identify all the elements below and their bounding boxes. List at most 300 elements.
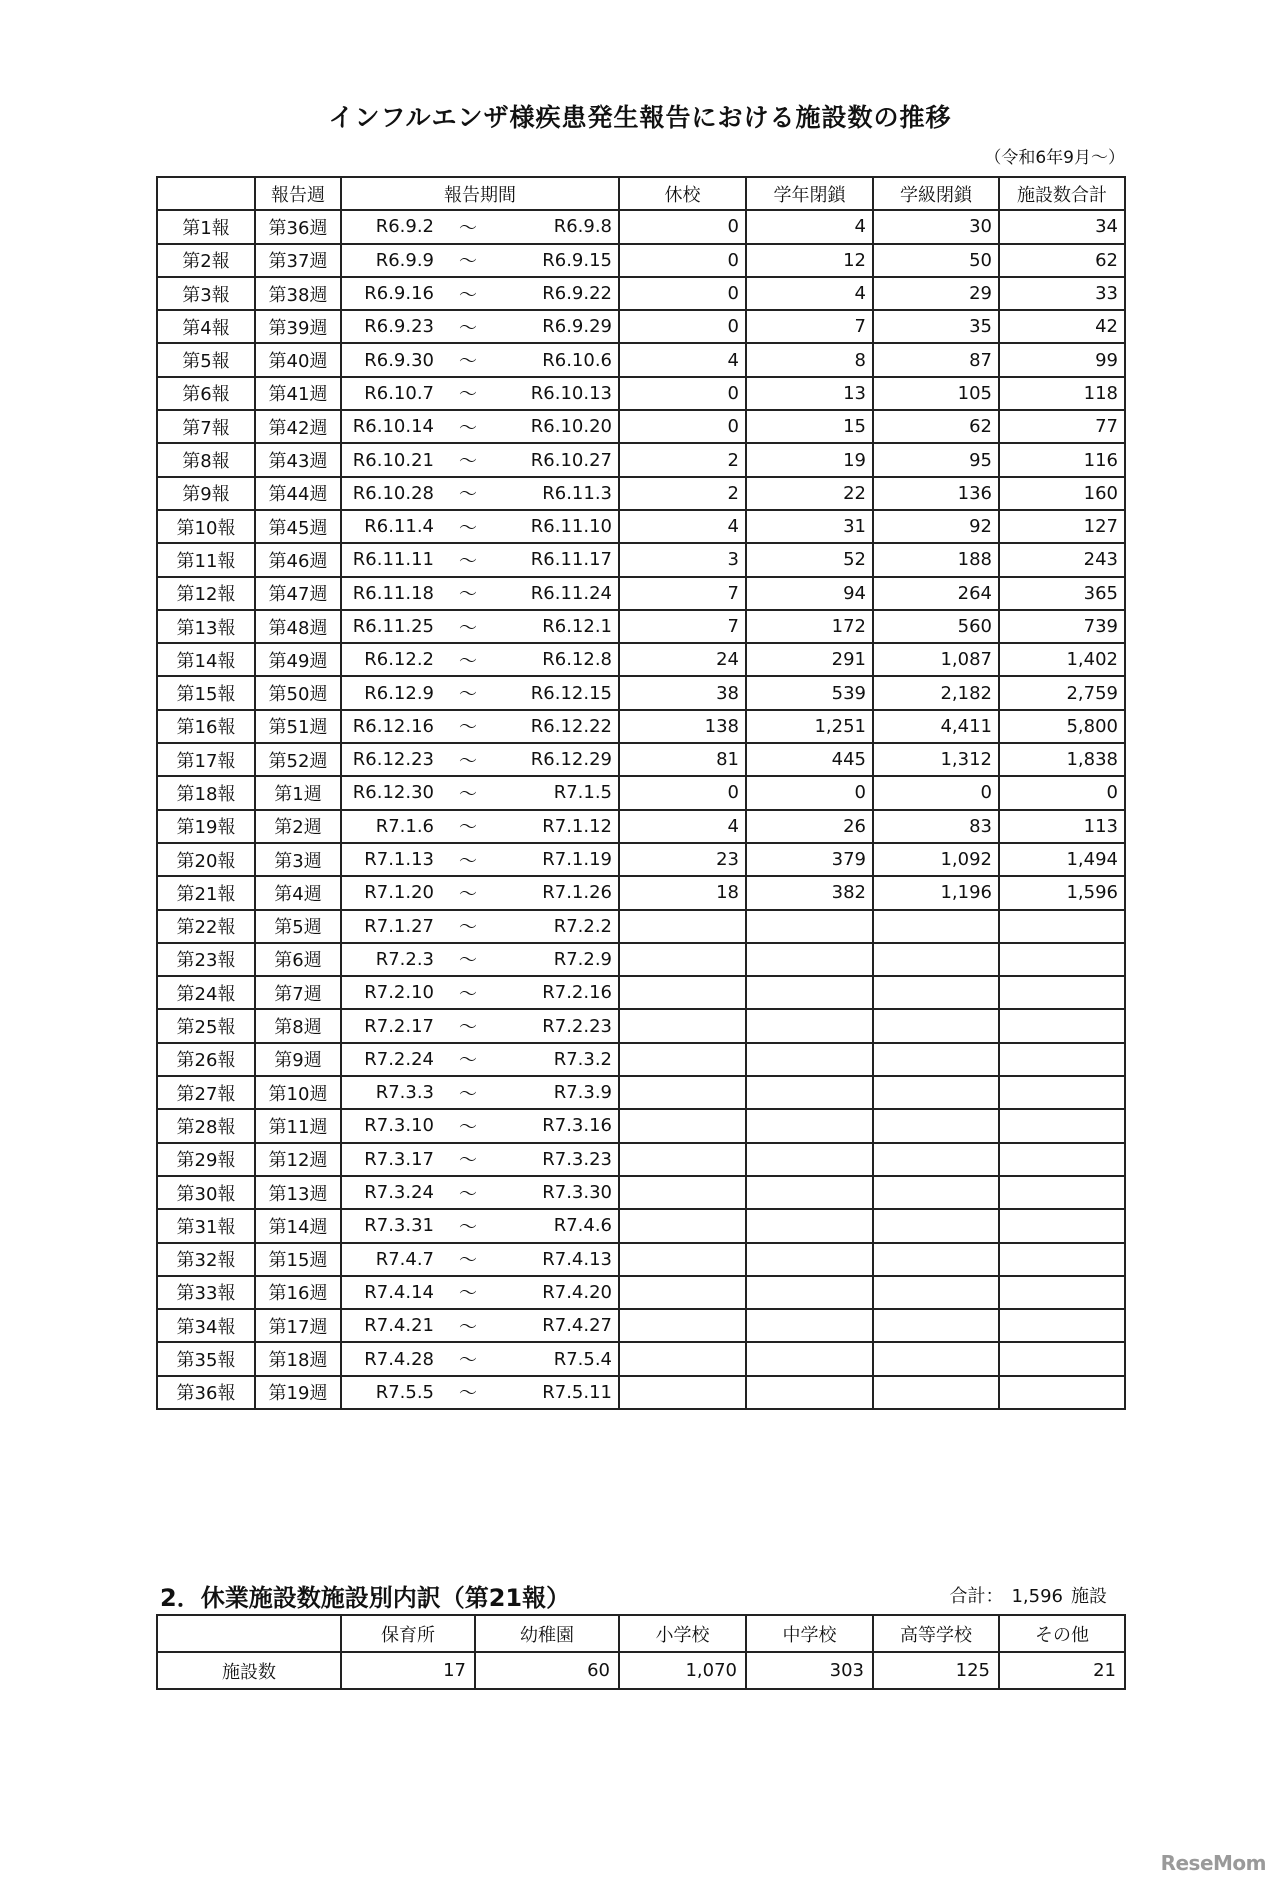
period-from: R6.12.9 [364, 682, 434, 704]
school-closure-count: 0 [619, 277, 746, 310]
period-tilde: ～ [459, 417, 477, 439]
class-closure-count [873, 943, 999, 976]
report-week: 第9週 [255, 1043, 341, 1076]
report-number: 第20報 [157, 843, 255, 876]
facility-total-count: 1,494 [999, 843, 1125, 876]
facility-total-count [999, 1276, 1125, 1309]
period-tilde: ～ [459, 584, 477, 606]
report-period [341, 577, 619, 610]
school-closure-count [619, 1009, 746, 1042]
header-school-closure: 休校 [619, 177, 746, 210]
class-closure-count [873, 1143, 999, 1176]
report-week: 第51週 [255, 710, 341, 743]
class-closure-count [873, 1109, 999, 1142]
report-number: 第2報 [157, 244, 255, 277]
period-tilde: ～ [459, 484, 477, 506]
class-closure-count [873, 1043, 999, 1076]
report-period [341, 876, 619, 909]
report-number: 第13報 [157, 610, 255, 643]
report-number: 第5報 [157, 343, 255, 376]
report-number: 第22報 [157, 910, 255, 943]
period-from: R7.1.27 [364, 915, 434, 937]
period-to: R6.9.8 [553, 216, 612, 238]
grade-closure-count: 13 [746, 377, 873, 410]
facility-total-count: 127 [999, 510, 1125, 543]
breakdown-header-junior-high: 中学校 [746, 1615, 873, 1652]
school-closure-count: 24 [619, 643, 746, 676]
grade-closure-count: 291 [746, 643, 873, 676]
breakdown-header-nursery: 保育所 [341, 1615, 475, 1652]
class-closure-count: 30 [873, 210, 999, 243]
report-period [341, 1209, 619, 1242]
class-closure-count: 29 [873, 277, 999, 310]
breakdown-row-label: 施設数 [157, 1652, 341, 1689]
report-period [341, 443, 619, 476]
table-row [157, 1342, 1125, 1375]
period-from: R6.10.28 [352, 482, 434, 504]
period-from: R7.3.24 [364, 1182, 434, 1204]
class-closure-count: 1,092 [873, 843, 999, 876]
period-to: R7.2.9 [553, 948, 612, 970]
report-period [341, 1076, 619, 1109]
period-to: R6.9.22 [542, 283, 612, 305]
facility-total-count: 116 [999, 443, 1125, 476]
school-closure-count [619, 1209, 746, 1242]
table-row [157, 377, 1125, 410]
resemom-logo: ReseMom [1160, 1851, 1266, 1875]
period-tilde: ～ [459, 883, 477, 905]
period-to: R6.12.15 [530, 682, 612, 704]
report-week: 第39週 [255, 310, 341, 343]
school-closure-count: 23 [619, 843, 746, 876]
table-row [157, 643, 1125, 676]
report-number: 第26報 [157, 1043, 255, 1076]
report-week: 第5週 [255, 910, 341, 943]
period-tilde: ～ [459, 783, 477, 805]
school-closure-count: 0 [619, 410, 746, 443]
period-from: R6.9.16 [364, 283, 434, 305]
facility-total-count [999, 1243, 1125, 1276]
class-closure-count [873, 1376, 999, 1409]
period-from: R6.12.30 [352, 782, 434, 804]
report-week: 第44週 [255, 477, 341, 510]
period-to: R7.3.9 [553, 1082, 612, 1104]
period-tilde: ～ [459, 1383, 477, 1405]
school-closure-count: 18 [619, 876, 746, 909]
table-row [157, 1043, 1125, 1076]
period-to: R6.10.13 [530, 382, 612, 404]
period-to: R6.10.6 [542, 349, 612, 371]
school-closure-count: 38 [619, 676, 746, 709]
header-report-week: 報告週 [255, 177, 341, 210]
period-to: R6.10.27 [530, 449, 612, 471]
grade-closure-count [746, 1043, 873, 1076]
facility-breakdown-table [156, 1614, 1126, 1690]
report-number: 第17報 [157, 743, 255, 776]
period-tilde: ～ [459, 1183, 477, 1205]
report-number: 第9報 [157, 477, 255, 510]
period-tilde: ～ [459, 1283, 477, 1305]
report-week: 第43週 [255, 443, 341, 476]
report-period [341, 210, 619, 243]
report-week: 第41週 [255, 377, 341, 410]
report-week: 第15週 [255, 1243, 341, 1276]
facility-total-count: 118 [999, 377, 1125, 410]
grade-closure-count: 4 [746, 277, 873, 310]
report-period [341, 1276, 619, 1309]
class-closure-count: 188 [873, 543, 999, 576]
page-title: インフルエンザ様疾患発生報告における施設数の推移 [328, 103, 952, 132]
report-week: 第18週 [255, 1342, 341, 1375]
table-row [157, 477, 1125, 510]
breakdown-value-high-school: 125 [873, 1652, 999, 1689]
report-week: 第3週 [255, 843, 341, 876]
grade-closure-count [746, 943, 873, 976]
facility-total-count [999, 1209, 1125, 1242]
table-row [157, 776, 1125, 809]
report-period [341, 343, 619, 376]
grade-closure-count: 172 [746, 610, 873, 643]
period-tilde: ～ [459, 1150, 477, 1172]
grade-closure-count: 539 [746, 676, 873, 709]
grade-closure-count: 379 [746, 843, 873, 876]
facility-total-count: 243 [999, 543, 1125, 576]
grade-closure-count [746, 1143, 873, 1176]
period-to: R7.1.26 [542, 882, 612, 904]
report-period [341, 510, 619, 543]
report-number: 第8報 [157, 443, 255, 476]
report-number: 第21報 [157, 876, 255, 909]
class-closure-count [873, 1076, 999, 1109]
grade-closure-count [746, 1342, 873, 1375]
class-closure-count: 105 [873, 377, 999, 410]
school-closure-count: 0 [619, 310, 746, 343]
report-number: 第33報 [157, 1276, 255, 1309]
report-week: 第11週 [255, 1109, 341, 1142]
period-to: R6.12.29 [530, 749, 612, 771]
period-tilde: ～ [459, 384, 477, 406]
report-period [341, 810, 619, 843]
grade-closure-count: 4 [746, 210, 873, 243]
period-to: R7.5.4 [553, 1348, 612, 1370]
report-number: 第31報 [157, 1209, 255, 1242]
table-row [157, 610, 1125, 643]
class-closure-count: 560 [873, 610, 999, 643]
school-closure-count: 0 [619, 377, 746, 410]
table-row [157, 1009, 1125, 1042]
facility-total-count [999, 1143, 1125, 1176]
report-period [341, 1376, 619, 1409]
report-period [341, 1309, 619, 1342]
section2-total [941, 1582, 1107, 1608]
table-row [157, 1209, 1125, 1242]
report-number: 第30報 [157, 1176, 255, 1209]
report-period [341, 743, 619, 776]
report-number: 第11報 [157, 543, 255, 576]
period-tilde: ～ [459, 850, 477, 872]
report-week: 第38週 [255, 277, 341, 310]
report-period [341, 310, 619, 343]
header-grade-closure: 学年閉鎖 [746, 177, 873, 210]
period-from: R7.1.6 [375, 815, 434, 837]
facility-total-count: 0 [999, 776, 1125, 809]
school-closure-count [619, 1309, 746, 1342]
period-to: R7.2.23 [542, 1015, 612, 1037]
report-week: 第13週 [255, 1176, 341, 1209]
report-week: 第8週 [255, 1009, 341, 1042]
period-to: R6.12.8 [542, 649, 612, 671]
period-from: R6.11.4 [364, 516, 434, 538]
period-tilde: ～ [459, 917, 477, 939]
facility-total-count: 99 [999, 343, 1125, 376]
report-week: 第4週 [255, 876, 341, 909]
period-tilde: ～ [459, 351, 477, 373]
section2-total-value: 1,596 [1011, 1586, 1063, 1607]
report-period [341, 976, 619, 1009]
report-number: 第28報 [157, 1109, 255, 1142]
report-number: 第27報 [157, 1076, 255, 1109]
period-from: R7.5.5 [375, 1381, 434, 1403]
report-number: 第23報 [157, 943, 255, 976]
report-period [341, 543, 619, 576]
grade-closure-count: 0 [746, 776, 873, 809]
grade-closure-count [746, 1309, 873, 1342]
school-closure-count [619, 1076, 746, 1109]
period-to: R7.2.16 [542, 982, 612, 1004]
school-closure-count [619, 943, 746, 976]
report-period [341, 1043, 619, 1076]
report-period [341, 1342, 619, 1375]
period-tilde: ～ [459, 617, 477, 639]
report-week: 第52週 [255, 743, 341, 776]
report-number: 第29報 [157, 1143, 255, 1176]
report-week: 第37週 [255, 244, 341, 277]
facility-total-count: 5,800 [999, 710, 1125, 743]
table-row [157, 1243, 1125, 1276]
header-facility-total: 施設数合計 [999, 177, 1125, 210]
facility-total-count [999, 976, 1125, 1009]
report-period [341, 1009, 619, 1042]
report-number: 第16報 [157, 710, 255, 743]
report-number: 第18報 [157, 776, 255, 809]
period-to: R7.3.16 [542, 1115, 612, 1137]
period-tilde: ～ [459, 284, 477, 306]
period-to: R7.1.19 [542, 849, 612, 871]
period-from: R6.12.16 [352, 715, 434, 737]
school-closure-count: 0 [619, 210, 746, 243]
school-closure-count: 2 [619, 477, 746, 510]
period-tilde: ～ [459, 1017, 477, 1039]
class-closure-count: 4,411 [873, 710, 999, 743]
period-tilde: ～ [459, 650, 477, 672]
report-period [341, 1243, 619, 1276]
period-to: R7.1.12 [542, 815, 612, 837]
table-row [157, 210, 1125, 243]
period-tilde: ～ [459, 1216, 477, 1238]
report-number: 第3報 [157, 277, 255, 310]
section2-total-label: 合計： [949, 1586, 1004, 1607]
period-tilde: ～ [459, 251, 477, 273]
school-closure-count: 4 [619, 810, 746, 843]
table-row [157, 1076, 1125, 1109]
period-from: R7.3.3 [375, 1082, 434, 1104]
report-number: 第4報 [157, 310, 255, 343]
period-from: R7.4.14 [364, 1281, 434, 1303]
facility-trend-table [156, 176, 1126, 1410]
report-week: 第45週 [255, 510, 341, 543]
school-closure-count: 7 [619, 577, 746, 610]
class-closure-count [873, 1243, 999, 1276]
class-closure-count: 83 [873, 810, 999, 843]
breakdown-value-row [157, 1652, 1125, 1689]
facility-total-count: 34 [999, 210, 1125, 243]
table-row [157, 1143, 1125, 1176]
period-to: R7.4.27 [542, 1315, 612, 1337]
period-from: R6.9.30 [364, 349, 434, 371]
facility-total-count [999, 1176, 1125, 1209]
school-closure-count: 2 [619, 443, 746, 476]
report-week: 第12週 [255, 1143, 341, 1176]
class-closure-count: 1,312 [873, 743, 999, 776]
period-tilde: ～ [459, 684, 477, 706]
period-to: R6.11.10 [530, 516, 612, 538]
period-to: R7.4.13 [542, 1248, 612, 1270]
report-number: 第24報 [157, 976, 255, 1009]
period-tilde: ～ [459, 717, 477, 739]
table-row [157, 710, 1125, 743]
facility-total-count: 77 [999, 410, 1125, 443]
period-tilde: ～ [459, 983, 477, 1005]
period-from: R7.2.24 [364, 1048, 434, 1070]
period-to: R7.4.20 [542, 1281, 612, 1303]
class-closure-count: 62 [873, 410, 999, 443]
class-closure-count: 95 [873, 443, 999, 476]
report-period [341, 776, 619, 809]
facility-total-count: 160 [999, 477, 1125, 510]
report-period [341, 1176, 619, 1209]
period-from: R6.10.14 [352, 416, 434, 438]
school-closure-count [619, 1109, 746, 1142]
report-number: 第32報 [157, 1243, 255, 1276]
report-period [341, 1109, 619, 1142]
school-closure-count: 0 [619, 776, 746, 809]
period-from: R6.11.18 [352, 582, 434, 604]
breakdown-header-row [157, 1615, 1125, 1652]
class-closure-count [873, 910, 999, 943]
report-week: 第7週 [255, 976, 341, 1009]
facility-total-count: 1,838 [999, 743, 1125, 776]
period-tilde: ～ [459, 317, 477, 339]
grade-closure-count: 19 [746, 443, 873, 476]
report-period [341, 277, 619, 310]
period-from: R6.9.23 [364, 316, 434, 338]
report-period [341, 477, 619, 510]
grade-closure-count: 8 [746, 343, 873, 376]
period-to: R7.5.11 [542, 1381, 612, 1403]
report-period [341, 843, 619, 876]
period-from: R6.10.7 [364, 382, 434, 404]
period-from: R7.1.13 [364, 849, 434, 871]
table-row [157, 943, 1125, 976]
table-row [157, 810, 1125, 843]
report-number: 第12報 [157, 577, 255, 610]
period-tilde: ～ [459, 1050, 477, 1072]
class-closure-count: 92 [873, 510, 999, 543]
facility-total-count [999, 943, 1125, 976]
school-closure-count [619, 1143, 746, 1176]
report-period [341, 710, 619, 743]
report-week: 第48週 [255, 610, 341, 643]
facility-total-count: 33 [999, 277, 1125, 310]
grade-closure-count [746, 1176, 873, 1209]
period-tilde: ～ [459, 1316, 477, 1338]
section2-title: 2．休業施設数施設別内訳（第21報） [160, 1584, 571, 1612]
period-tilde: ～ [459, 451, 477, 473]
table-row [157, 676, 1125, 709]
school-closure-count: 3 [619, 543, 746, 576]
class-closure-count: 136 [873, 477, 999, 510]
period-from: R7.3.17 [364, 1148, 434, 1170]
report-number: 第35報 [157, 1342, 255, 1375]
grade-closure-count [746, 1076, 873, 1109]
breakdown-header-kindergarten: 幼稚園 [475, 1615, 619, 1652]
report-week: 第36週 [255, 210, 341, 243]
report-number: 第15報 [157, 676, 255, 709]
report-number: 第36報 [157, 1376, 255, 1409]
table-row [157, 410, 1125, 443]
class-closure-count: 0 [873, 776, 999, 809]
period-tilde: ～ [459, 217, 477, 239]
report-number: 第25報 [157, 1009, 255, 1042]
period-tilde: ～ [459, 550, 477, 572]
period-to: R7.3.23 [542, 1148, 612, 1170]
facility-total-count: 1,402 [999, 643, 1125, 676]
grade-closure-count [746, 1276, 873, 1309]
facility-total-count [999, 910, 1125, 943]
section2-total-unit: 施設 [1071, 1586, 1107, 1607]
period-tilde: ～ [459, 817, 477, 839]
grade-closure-count: 382 [746, 876, 873, 909]
breakdown-value-other: 21 [999, 1652, 1125, 1689]
report-number: 第19報 [157, 810, 255, 843]
period-tilde: ～ [459, 1350, 477, 1372]
grade-closure-count: 26 [746, 810, 873, 843]
breakdown-header-other: その他 [999, 1615, 1125, 1652]
school-closure-count: 4 [619, 343, 746, 376]
table-row [157, 244, 1125, 277]
facility-total-count [999, 1309, 1125, 1342]
report-week: 第6週 [255, 943, 341, 976]
period-from: R6.10.21 [352, 449, 434, 471]
facility-total-count [999, 1009, 1125, 1042]
school-closure-count: 4 [619, 510, 746, 543]
period-from: R7.1.20 [364, 882, 434, 904]
grade-closure-count: 7 [746, 310, 873, 343]
class-closure-count: 50 [873, 244, 999, 277]
period-from: R6.12.23 [352, 749, 434, 771]
school-closure-count: 7 [619, 610, 746, 643]
class-closure-count [873, 1342, 999, 1375]
school-closure-count [619, 1176, 746, 1209]
period-from: R6.12.2 [364, 649, 434, 671]
table-row [157, 1109, 1125, 1142]
breakdown-value-elementary: 1,070 [619, 1652, 746, 1689]
school-closure-count [619, 1243, 746, 1276]
table-row [157, 876, 1125, 909]
facility-total-count [999, 1376, 1125, 1409]
period-tilde: ～ [459, 517, 477, 539]
grade-closure-count: 1,251 [746, 710, 873, 743]
